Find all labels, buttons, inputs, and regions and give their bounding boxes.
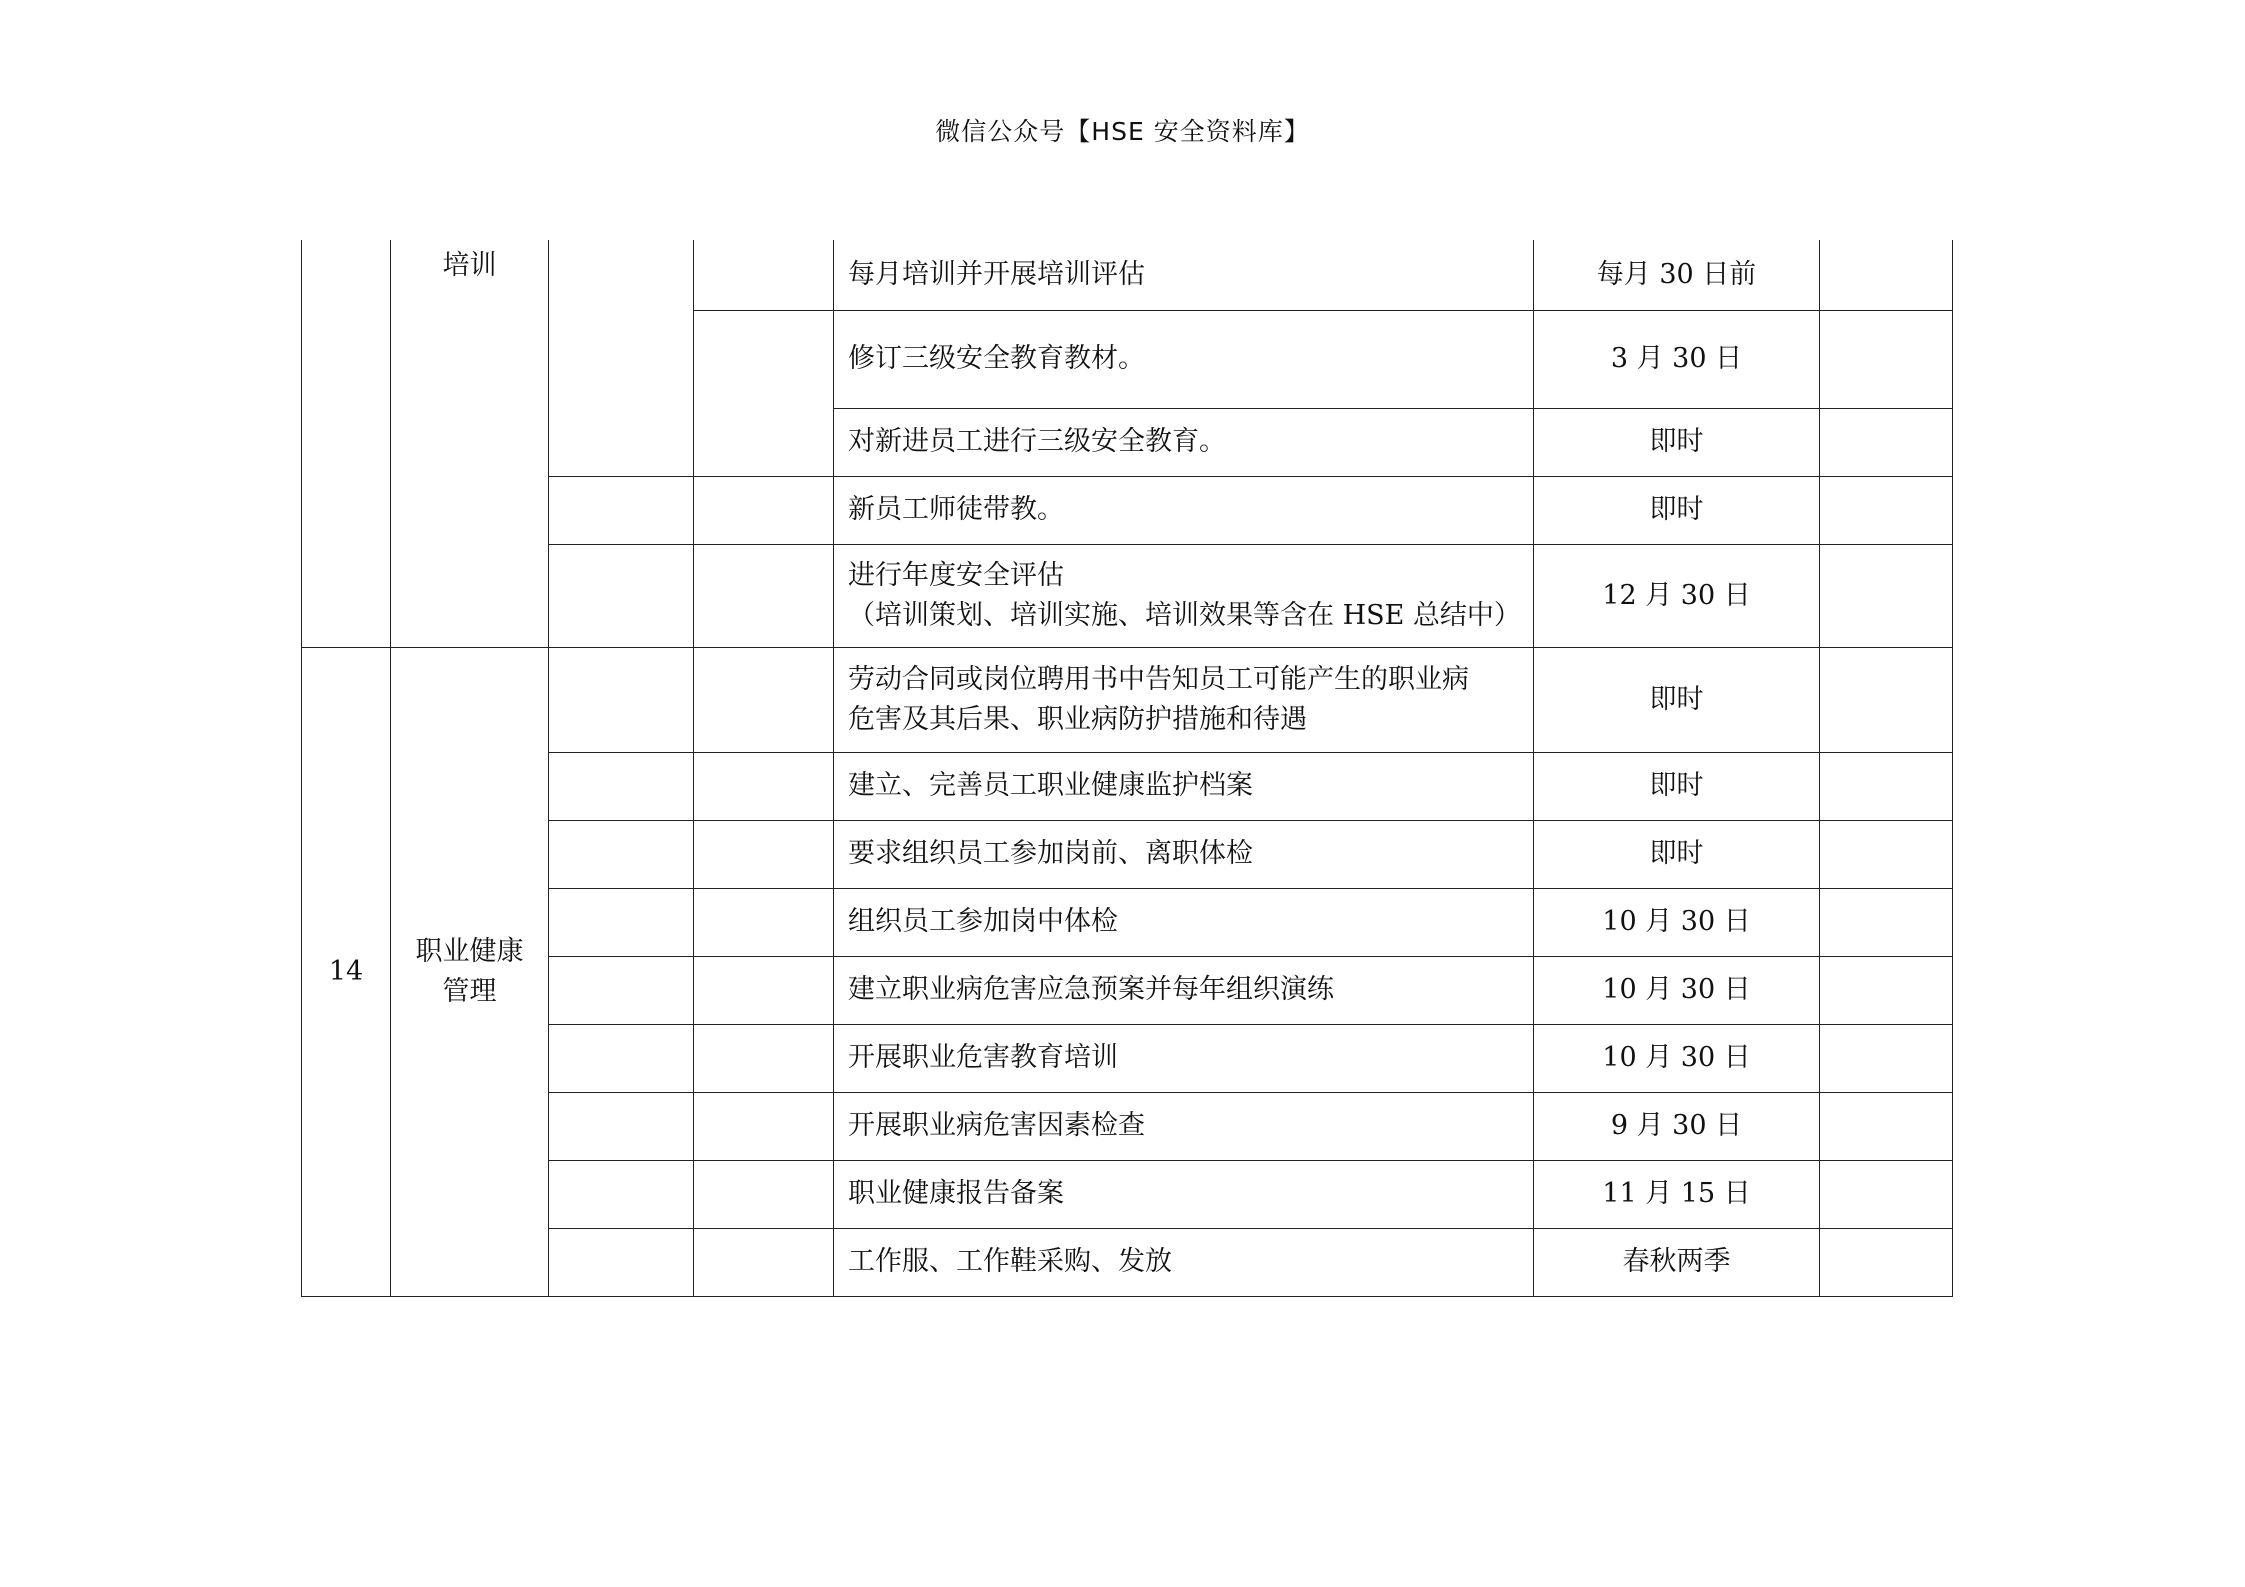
table-row [302, 752, 1953, 820]
task-cell: 对新进员工进行三级安全教育。 [834, 408, 1534, 476]
remark-cell [1820, 820, 1953, 888]
blank-cell [694, 1092, 834, 1160]
task-cell: 开展职业病危害因素检查 [834, 1092, 1534, 1160]
time-cell: 春秋两季 [1534, 1228, 1820, 1296]
blank-cell [694, 310, 834, 476]
blank-cell [694, 1160, 834, 1228]
remark-cell [1820, 752, 1953, 820]
remark-cell [1820, 888, 1953, 956]
time-cell: 即时 [1534, 820, 1820, 888]
task-cell: 职业健康报告备案 [834, 1160, 1534, 1228]
remark-cell [1820, 544, 1953, 647]
remark-cell [1820, 476, 1953, 544]
blank-cell [694, 820, 834, 888]
blank-cell [694, 1228, 834, 1296]
blank-cell [549, 956, 694, 1024]
table-row [302, 1228, 1953, 1296]
blank-cell [549, 544, 694, 647]
blank-cell [549, 752, 694, 820]
remark-cell [1820, 408, 1953, 476]
time-cell: 3 月 30 日 [1534, 310, 1820, 408]
time-cell: 即时 [1534, 476, 1820, 544]
task-cell: 新员工师徒带教。 [834, 476, 1534, 544]
blank-cell [549, 820, 694, 888]
table-row [302, 1024, 1953, 1092]
time-cell: 每月 30 日前 [1534, 240, 1820, 310]
category-cell: 职业健康 管理 [391, 647, 549, 1296]
remark-cell [1820, 1024, 1953, 1092]
page-header: 微信公众号【HSE 安全资料库】 [935, 117, 1310, 146]
remark-cell [1820, 240, 1953, 310]
blank-cell [694, 240, 834, 310]
blank-cell [549, 1160, 694, 1228]
time-cell: 10 月 30 日 [1534, 888, 1820, 956]
remark-cell [1820, 956, 1953, 1024]
category-label: 培训 [442, 250, 497, 281]
task-cell: 建立职业病危害应急预案并每年组织演练 [834, 956, 1534, 1024]
number-cell [302, 240, 391, 647]
blank-cell [694, 544, 834, 647]
task-cell: 建立、完善员工职业健康监护档案 [834, 752, 1534, 820]
table-row [302, 647, 1953, 752]
table-row [302, 1092, 1953, 1160]
table-row [302, 240, 1953, 310]
time-cell: 10 月 30 日 [1534, 956, 1820, 1024]
table-row [302, 544, 1953, 647]
blank-cell [549, 240, 694, 476]
time-cell: 9 月 30 日 [1534, 1092, 1820, 1160]
blank-cell [549, 888, 694, 956]
table-row [302, 476, 1953, 544]
blank-cell [694, 1024, 834, 1092]
time-cell: 12 月 30 日 [1534, 544, 1820, 647]
time-cell: 即时 [1534, 647, 1820, 752]
time-cell: 11 月 15 日 [1534, 1160, 1820, 1228]
blank-cell [694, 476, 834, 544]
table-row [302, 956, 1953, 1024]
task-cell: 要求组织员工参加岗前、离职体检 [834, 820, 1534, 888]
remark-cell [1820, 1228, 1953, 1296]
time-cell: 即时 [1534, 408, 1820, 476]
table-row [302, 888, 1953, 956]
blank-cell [549, 1228, 694, 1296]
hse-plan-table [301, 240, 1953, 1297]
task-cell: 每月培训并开展培训评估 [834, 240, 1534, 310]
task-cell: 工作服、工作鞋采购、发放 [834, 1228, 1534, 1296]
remark-cell [1820, 1092, 1953, 1160]
blank-cell [694, 956, 834, 1024]
blank-cell [549, 647, 694, 752]
task-cell: 修订三级安全教育教材。 [834, 310, 1534, 408]
table-row [302, 1160, 1953, 1228]
task-cell: 劳动合同或岗位聘用书中告知员工可能产生的职业病 危害及其后果、职业病防护措施和待遇 [834, 647, 1534, 752]
blank-cell [694, 752, 834, 820]
remark-cell [1820, 310, 1953, 408]
blank-cell [549, 1092, 694, 1160]
time-cell: 即时 [1534, 752, 1820, 820]
remark-cell [1820, 647, 1953, 752]
blank-cell [549, 1024, 694, 1092]
category-cell [391, 240, 549, 647]
task-cell: 进行年度安全评估 （培训策划、培训实施、培训效果等含在 HSE 总结中） [834, 544, 1534, 647]
blank-cell [549, 476, 694, 544]
blank-cell [694, 647, 834, 752]
remark-cell [1820, 1160, 1953, 1228]
task-cell: 开展职业危害教育培训 [834, 1024, 1534, 1092]
blank-cell [694, 888, 834, 956]
task-cell: 组织员工参加岗中体检 [834, 888, 1534, 956]
section-number-cell: 14 [302, 647, 391, 1296]
time-cell: 10 月 30 日 [1534, 1024, 1820, 1092]
table-row [302, 820, 1953, 888]
